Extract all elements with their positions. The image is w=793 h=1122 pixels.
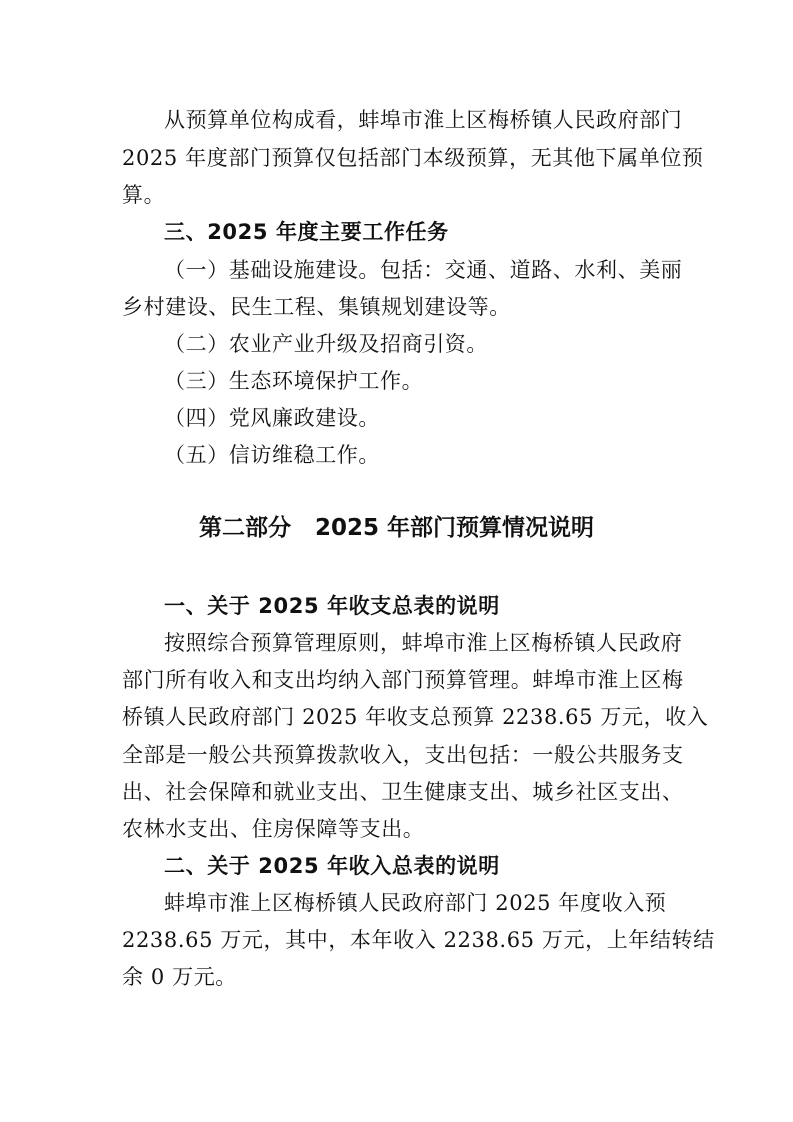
section-heading-income: 二、关于 2025 年收入总表的说明 [164, 854, 500, 878]
task-item-2: （二）农业产业升级及招商引资。 [164, 332, 488, 356]
paragraph-line: 农林水支出、住房保障等支出。 [122, 817, 425, 841]
paragraph-line: 按照综合预算管理原则，蚌埠市淮上区梅桥镇人民政府 [164, 631, 683, 655]
paragraph-line: 部门所有收入和支出均纳入部门预算管理。蚌埠市淮上区梅 [122, 668, 684, 692]
paragraph-line: 全部是一般公共预算拨款收入，支出包括：一般公共服务支 [122, 743, 684, 767]
paragraph-line: 出、社会保障和就业支出、卫生健康支出、城乡社区支出、 [122, 780, 684, 804]
task-item-1-continued: 乡村建设、民生工程、集镇规划建设等。 [122, 295, 511, 319]
section-heading-income-expense: 一、关于 2025 年收支总表的说明 [164, 594, 500, 618]
part-two-title: 第二部分 2025 年部门预算情况说明 [198, 515, 595, 541]
task-item-5: （五）信访维稳工作。 [164, 443, 380, 467]
section-heading-tasks: 三、2025 年度主要工作任务 [164, 220, 449, 244]
paragraph-line: 2238.65 万元，其中，本年收入 2238.65 万元，上年结转结 [122, 928, 715, 952]
task-item-3: （三）生态环境保护工作。 [164, 369, 424, 393]
paragraph-line: 桥镇人民政府部门 2025 年收支总预算 2238.65 万元，收入 [122, 705, 709, 729]
paragraph-line: 从预算单位构成看，蚌埠市淮上区梅桥镇人民政府部门 [164, 108, 683, 132]
paragraph-line: 蚌埠市淮上区梅桥镇人民政府部门 2025 年度收入预 [164, 891, 667, 915]
task-item-1: （一）基础设施建设。包括：交通、道路、水利、美丽 [164, 258, 683, 282]
paragraph-line: 算。 [122, 183, 166, 207]
paragraph-line: 2025 年度部门预算仅包括部门本级预算，无其他下属单位预 [122, 146, 704, 170]
task-item-4: （四）党风廉政建设。 [164, 406, 380, 430]
paragraph-line: 余 0 万元。 [122, 965, 237, 989]
